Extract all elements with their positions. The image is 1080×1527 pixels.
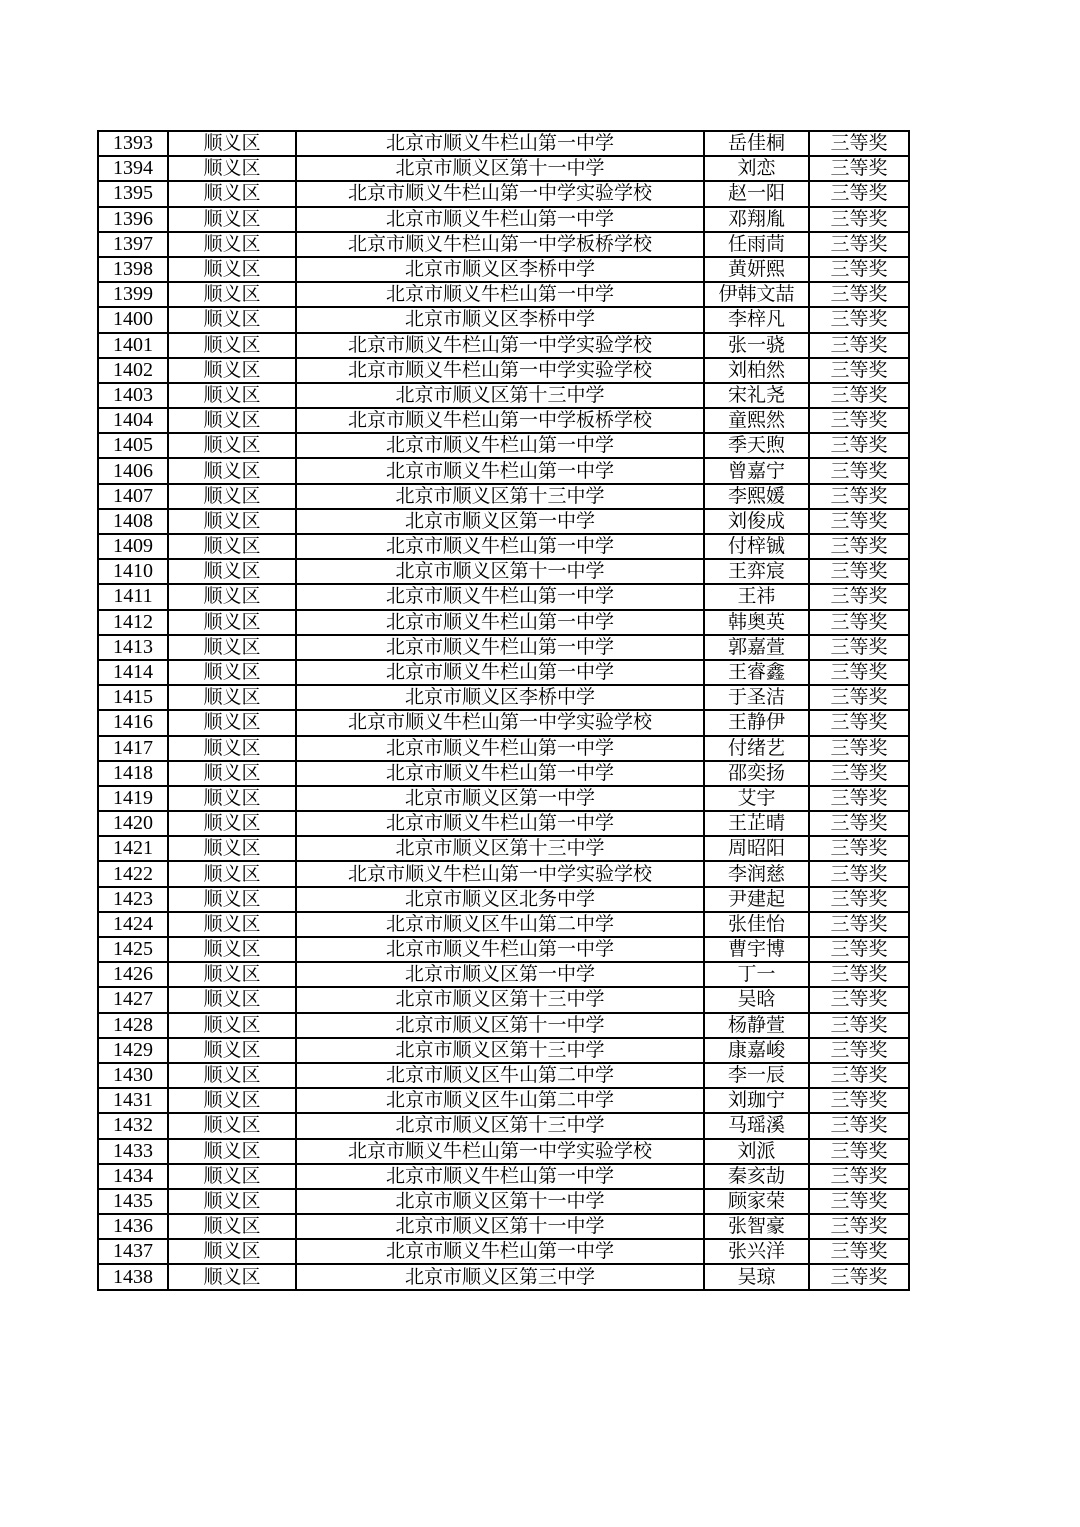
district-cell: 顺义区 [168,861,296,886]
award-level-cell: 三等奖 [809,559,909,584]
student-name-cell: 宋礼尧 [704,383,809,408]
school-cell: 北京市顺义牛栏山第一中学实验学校 [296,861,704,886]
award-level-cell: 三等奖 [809,710,909,735]
school-cell: 北京市顺义牛栏山第一中学 [296,1164,704,1189]
school-cell: 北京市顺义区第十三中学 [296,1113,704,1138]
district-cell: 顺义区 [168,912,296,937]
row-number-cell: 1395 [98,181,168,206]
school-cell: 北京市顺义牛栏山第一中学 [296,458,704,483]
student-name-cell: 伊韩文喆 [704,282,809,307]
school-cell: 北京市顺义牛栏山第一中学实验学校 [296,358,704,383]
award-level-cell: 三等奖 [809,1139,909,1164]
school-cell: 北京市顺义区第十三中学 [296,383,704,408]
district-cell: 顺义区 [168,1189,296,1214]
school-cell: 北京市顺义牛栏山第一中学 [296,584,704,609]
school-cell: 北京市顺义区第一中学 [296,509,704,534]
school-cell: 北京市顺义牛栏山第一中学实验学校 [296,333,704,358]
school-cell: 北京市顺义区北务中学 [296,887,704,912]
row-number-cell: 1421 [98,836,168,861]
student-name-cell: 曾嘉宁 [704,458,809,483]
school-cell: 北京市顺义牛栏山第一中学实验学校 [296,1139,704,1164]
row-number-cell: 1420 [98,811,168,836]
district-cell: 顺义区 [168,584,296,609]
row-number-cell: 1410 [98,559,168,584]
row-number-cell: 1415 [98,685,168,710]
district-cell: 顺义区 [168,887,296,912]
district-cell: 顺义区 [168,484,296,509]
table-row [98,1013,909,1038]
school-cell: 北京市顺义区第十一中学 [296,1189,704,1214]
table-row [98,509,909,534]
award-level-cell: 三等奖 [809,458,909,483]
award-level-cell: 三等奖 [809,761,909,786]
student-name-cell: 张佳怡 [704,912,809,937]
district-cell: 顺义区 [168,1088,296,1113]
student-name-cell: 丁一 [704,962,809,987]
district-cell: 顺义区 [168,509,296,534]
award-level-cell: 三等奖 [809,131,909,156]
award-level-cell: 三等奖 [809,534,909,559]
award-level-cell: 三等奖 [809,509,909,534]
district-cell: 顺义区 [168,408,296,433]
row-number-cell: 1429 [98,1038,168,1063]
award-level-cell: 三等奖 [809,232,909,257]
table-row [98,1063,909,1088]
student-name-cell: 任雨茼 [704,232,809,257]
award-level-cell: 三等奖 [809,1113,909,1138]
row-number-cell: 1396 [98,207,168,232]
school-cell: 北京市顺义区第十一中学 [296,156,704,181]
award-level-cell: 三等奖 [809,962,909,987]
row-number-cell: 1406 [98,458,168,483]
student-name-cell: 王祎 [704,584,809,609]
row-number-cell: 1401 [98,333,168,358]
student-name-cell: 赵一阳 [704,181,809,206]
school-cell: 北京市顺义区第三中学 [296,1264,704,1289]
table-row [98,1088,909,1113]
table-row [98,962,909,987]
school-cell: 北京市顺义牛栏山第一中学 [296,131,704,156]
table-row [98,761,909,786]
award-level-cell: 三等奖 [809,610,909,635]
school-cell: 北京市顺义区第十一中学 [296,1013,704,1038]
district-cell: 顺义区 [168,811,296,836]
school-cell: 北京市顺义区第十一中学 [296,1214,704,1239]
award-level-cell: 三等奖 [809,1164,909,1189]
district-cell: 顺义区 [168,307,296,332]
row-number-cell: 1423 [98,887,168,912]
student-name-cell: 李润慈 [704,861,809,886]
district-cell: 顺义区 [168,836,296,861]
row-number-cell: 1411 [98,584,168,609]
district-cell: 顺义区 [168,660,296,685]
school-cell: 北京市顺义区第一中学 [296,786,704,811]
row-number-cell: 1435 [98,1189,168,1214]
award-level-cell: 三等奖 [809,333,909,358]
school-cell: 北京市顺义牛栏山第一中学 [296,811,704,836]
district-cell: 顺义区 [168,257,296,282]
student-name-cell: 邓翔胤 [704,207,809,232]
school-cell: 北京市顺义牛栏山第一中学板桥学校 [296,408,704,433]
district-cell: 顺义区 [168,1239,296,1264]
table-row [98,433,909,458]
student-name-cell: 艾宇 [704,786,809,811]
school-cell: 北京市顺义区牛山第二中学 [296,912,704,937]
table-row [98,282,909,307]
row-number-cell: 1437 [98,1239,168,1264]
district-cell: 顺义区 [168,358,296,383]
award-level-cell: 三等奖 [809,887,909,912]
row-number-cell: 1405 [98,433,168,458]
table-row [98,912,909,937]
student-name-cell: 季天煦 [704,433,809,458]
school-cell: 北京市顺义区牛山第二中学 [296,1088,704,1113]
student-name-cell: 尹建起 [704,887,809,912]
district-cell: 顺义区 [168,962,296,987]
row-number-cell: 1409 [98,534,168,559]
table-row [98,786,909,811]
district-cell: 顺义区 [168,232,296,257]
school-cell: 北京市顺义区第十三中学 [296,836,704,861]
school-cell: 北京市顺义区第十三中学 [296,987,704,1012]
table-row [98,635,909,660]
table-row [98,1189,909,1214]
district-cell: 顺义区 [168,1164,296,1189]
award-level-cell: 三等奖 [809,584,909,609]
district-cell: 顺义区 [168,1113,296,1138]
row-number-cell: 1416 [98,710,168,735]
school-cell: 北京市顺义牛栏山第一中学 [296,937,704,962]
row-number-cell: 1424 [98,912,168,937]
student-name-cell: 顾家荣 [704,1189,809,1214]
school-cell: 北京市顺义牛栏山第一中学 [296,736,704,761]
district-cell: 顺义区 [168,736,296,761]
school-cell: 北京市顺义牛栏山第一中学 [296,534,704,559]
award-level-cell: 三等奖 [809,937,909,962]
table-row [98,484,909,509]
student-name-cell: 刘派 [704,1139,809,1164]
row-number-cell: 1408 [98,509,168,534]
student-name-cell: 付梓铖 [704,534,809,559]
student-name-cell: 王弈宸 [704,559,809,584]
student-name-cell: 吴晗 [704,987,809,1012]
award-level-cell: 三等奖 [809,861,909,886]
award-level-cell: 三等奖 [809,1063,909,1088]
district-cell: 顺义区 [168,786,296,811]
award-level-cell: 三等奖 [809,786,909,811]
award-level-cell: 三等奖 [809,433,909,458]
district-cell: 顺义区 [168,433,296,458]
table-row [98,559,909,584]
row-number-cell: 1403 [98,383,168,408]
row-number-cell: 1402 [98,358,168,383]
table-row [98,408,909,433]
row-number-cell: 1404 [98,408,168,433]
district-cell: 顺义区 [168,333,296,358]
award-level-cell: 三等奖 [809,1264,909,1289]
school-cell: 北京市顺义牛栏山第一中学板桥学校 [296,232,704,257]
table-row [98,610,909,635]
student-name-cell: 李一辰 [704,1063,809,1088]
school-cell: 北京市顺义区第十三中学 [296,484,704,509]
award-level-cell: 三等奖 [809,836,909,861]
district-cell: 顺义区 [168,458,296,483]
award-level-cell: 三等奖 [809,181,909,206]
district-cell: 顺义区 [168,282,296,307]
student-name-cell: 邵奕扬 [704,761,809,786]
district-cell: 顺义区 [168,937,296,962]
table-row [98,811,909,836]
row-number-cell: 1394 [98,156,168,181]
school-cell: 北京市顺义区第十一中学 [296,559,704,584]
row-number-cell: 1433 [98,1139,168,1164]
student-name-cell: 于圣洁 [704,685,809,710]
row-number-cell: 1426 [98,962,168,987]
award-level-cell: 三等奖 [809,1013,909,1038]
student-name-cell: 岳佳桐 [704,131,809,156]
row-number-cell: 1417 [98,736,168,761]
school-cell: 北京市顺义区李桥中学 [296,307,704,332]
school-cell: 北京市顺义区李桥中学 [296,685,704,710]
row-number-cell: 1427 [98,987,168,1012]
district-cell: 顺义区 [168,156,296,181]
row-number-cell: 1428 [98,1013,168,1038]
student-name-cell: 周昭阳 [704,836,809,861]
student-name-cell: 王芷晴 [704,811,809,836]
district-cell: 顺义区 [168,635,296,660]
row-number-cell: 1434 [98,1164,168,1189]
district-cell: 顺义区 [168,131,296,156]
row-number-cell: 1425 [98,937,168,962]
table-row [98,736,909,761]
student-name-cell: 童熙然 [704,408,809,433]
student-name-cell: 付绪艺 [704,736,809,761]
student-name-cell: 郭嘉萱 [704,635,809,660]
row-number-cell: 1432 [98,1113,168,1138]
district-cell: 顺义区 [168,761,296,786]
school-cell: 北京市顺义区第十三中学 [296,1038,704,1063]
student-name-cell: 张一骁 [704,333,809,358]
row-number-cell: 1393 [98,131,168,156]
school-cell: 北京市顺义牛栏山第一中学实验学校 [296,181,704,206]
student-name-cell: 李梓凡 [704,307,809,332]
table-row [98,358,909,383]
student-name-cell: 王静伊 [704,710,809,735]
row-number-cell: 1430 [98,1063,168,1088]
district-cell: 顺义区 [168,1139,296,1164]
award-level-cell: 三等奖 [809,307,909,332]
row-number-cell: 1422 [98,861,168,886]
table-row [98,987,909,1012]
table-row [98,685,909,710]
school-cell: 北京市顺义区牛山第二中学 [296,1063,704,1088]
district-cell: 顺义区 [168,181,296,206]
award-level-cell: 三等奖 [809,156,909,181]
row-number-cell: 1414 [98,660,168,685]
row-number-cell: 1436 [98,1214,168,1239]
district-cell: 顺义区 [168,1038,296,1063]
award-level-cell: 三等奖 [809,685,909,710]
school-cell: 北京市顺义区第一中学 [296,962,704,987]
student-name-cell: 王睿鑫 [704,660,809,685]
award-level-cell: 三等奖 [809,811,909,836]
school-cell: 北京市顺义区李桥中学 [296,257,704,282]
student-name-cell: 李熙媛 [704,484,809,509]
award-level-cell: 三等奖 [809,635,909,660]
district-cell: 顺义区 [168,987,296,1012]
table-row [98,1264,909,1289]
student-name-cell: 杨静萱 [704,1013,809,1038]
award-level-cell: 三等奖 [809,383,909,408]
award-level-cell: 三等奖 [809,987,909,1012]
award-level-cell: 三等奖 [809,912,909,937]
district-cell: 顺义区 [168,207,296,232]
award-level-cell: 三等奖 [809,207,909,232]
table-row [98,836,909,861]
table-row [98,307,909,332]
district-cell: 顺义区 [168,610,296,635]
award-level-cell: 三等奖 [809,408,909,433]
award-table [97,130,910,1291]
district-cell: 顺义区 [168,1264,296,1289]
row-number-cell: 1431 [98,1088,168,1113]
student-name-cell: 吴琼 [704,1264,809,1289]
table-row [98,207,909,232]
row-number-cell: 1399 [98,282,168,307]
district-cell: 顺义区 [168,383,296,408]
district-cell: 顺义区 [168,1214,296,1239]
district-cell: 顺义区 [168,534,296,559]
table-row [98,710,909,735]
district-cell: 顺义区 [168,1013,296,1038]
table-row [98,257,909,282]
award-level-cell: 三等奖 [809,1239,909,1264]
table-row [98,232,909,257]
district-cell: 顺义区 [168,685,296,710]
student-name-cell: 刘恋 [704,156,809,181]
row-number-cell: 1397 [98,232,168,257]
school-cell: 北京市顺义牛栏山第一中学 [296,610,704,635]
award-level-cell: 三等奖 [809,282,909,307]
table-row [98,1139,909,1164]
student-name-cell: 张智豪 [704,1214,809,1239]
table-row [98,534,909,559]
award-level-cell: 三等奖 [809,736,909,761]
table-row [98,1239,909,1264]
student-name-cell: 黄妍熙 [704,257,809,282]
student-name-cell: 刘珈宁 [704,1088,809,1113]
student-name-cell: 韩奥英 [704,610,809,635]
table-row [98,458,909,483]
table-row [98,156,909,181]
table-row [98,887,909,912]
award-level-cell: 三等奖 [809,1088,909,1113]
student-name-cell: 刘俊成 [704,509,809,534]
school-cell: 北京市顺义牛栏山第一中学 [296,433,704,458]
table-row [98,861,909,886]
school-cell: 北京市顺义牛栏山第一中学 [296,635,704,660]
row-number-cell: 1419 [98,786,168,811]
row-number-cell: 1407 [98,484,168,509]
school-cell: 北京市顺义牛栏山第一中学 [296,282,704,307]
school-cell: 北京市顺义牛栏山第一中学 [296,660,704,685]
award-level-cell: 三等奖 [809,257,909,282]
row-number-cell: 1413 [98,635,168,660]
award-level-cell: 三等奖 [809,1189,909,1214]
table-row [98,937,909,962]
table-row [98,1164,909,1189]
row-number-cell: 1398 [98,257,168,282]
table-row [98,1214,909,1239]
row-number-cell: 1438 [98,1264,168,1289]
table-row [98,1038,909,1063]
school-cell: 北京市顺义牛栏山第一中学 [296,207,704,232]
row-number-cell: 1418 [98,761,168,786]
award-level-cell: 三等奖 [809,660,909,685]
district-cell: 顺义区 [168,1063,296,1088]
student-name-cell: 刘柏然 [704,358,809,383]
student-name-cell: 曹宇博 [704,937,809,962]
district-cell: 顺义区 [168,559,296,584]
award-table-body [98,131,909,1290]
school-cell: 北京市顺义牛栏山第一中学实验学校 [296,710,704,735]
row-number-cell: 1412 [98,610,168,635]
table-row [98,131,909,156]
table-row [98,383,909,408]
award-level-cell: 三等奖 [809,484,909,509]
table-row [98,333,909,358]
award-level-cell: 三等奖 [809,358,909,383]
school-cell: 北京市顺义牛栏山第一中学 [296,1239,704,1264]
district-cell: 顺义区 [168,710,296,735]
table-row [98,584,909,609]
row-number-cell: 1400 [98,307,168,332]
student-name-cell: 秦亥劼 [704,1164,809,1189]
school-cell: 北京市顺义牛栏山第一中学 [296,761,704,786]
award-level-cell: 三等奖 [809,1214,909,1239]
student-name-cell: 马瑶溪 [704,1113,809,1138]
table-row [98,1113,909,1138]
student-name-cell: 张兴洋 [704,1239,809,1264]
table-row [98,181,909,206]
table-row [98,660,909,685]
award-level-cell: 三等奖 [809,1038,909,1063]
student-name-cell: 康嘉峻 [704,1038,809,1063]
